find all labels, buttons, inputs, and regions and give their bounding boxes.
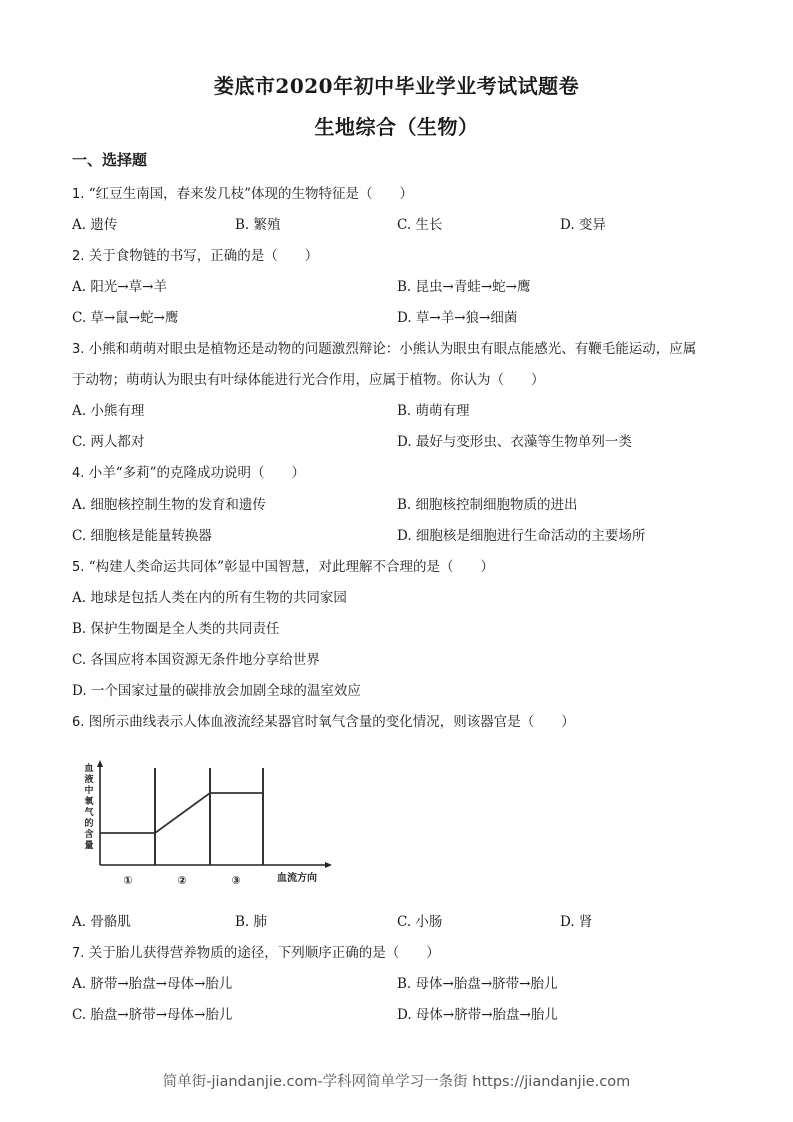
svg-text:血流方向: 血流方向 [277, 873, 317, 884]
exam-subtitle: 生地综合（生物） [314, 115, 479, 139]
question-5: 5. “构建人类命运共同体”彰显中国智慧，对此理解不合理的是（ ） [72, 559, 495, 575]
q5-option-c: C. 各国应将本国资源无条件地分享给世界 [72, 652, 320, 668]
question-6: 6. 图所示曲线表示人体血液流经某器官时氧气含量的变化情况，则该器官是（ ） [72, 714, 575, 730]
q4-option-a: A. 细胞核控制生物的发育和遗传 [72, 497, 266, 513]
svg-text:液: 液 [84, 775, 94, 785]
q4-option-c: C. 细胞核是能量转换器 [72, 528, 212, 544]
q3-option-c: C. 两人都对 [72, 434, 145, 450]
svg-text:的: 的 [84, 819, 94, 829]
svg-text:氧: 氧 [84, 797, 94, 807]
q1-option-c: C. 生长 [397, 217, 443, 233]
oxygen-content-figure [76, 760, 336, 890]
question-1: 1. “红豆生南国，春来发几枝”体现的生物特征是（ ） [72, 186, 414, 202]
q1-option-b: B. 繁殖 [235, 217, 281, 233]
q7-option-d: D. 母体→脐带→胎盘→胎儿 [397, 1007, 558, 1023]
q6-option-b: B. 肺 [235, 914, 268, 930]
section-heading: 一、选择题 [72, 151, 148, 169]
q5-option-b: B. 保护生物圈是全人类的共同责任 [72, 621, 280, 637]
q5-option-d: D. 一个国家过量的碳排放会加剧全球的温室效应 [72, 683, 361, 699]
q2-option-b: B. 昆虫→青蛙→蛇→鹰 [397, 279, 531, 295]
q3-option-d: D. 最好与变形虫、衣藻等生物单列一类 [397, 434, 632, 450]
exam-title: 娄底市2020年初中毕业学业考试试题卷 [213, 74, 580, 98]
question-4: 4. 小羊“多莉”的克隆成功说明（ ） [72, 465, 306, 481]
q1-option-d: D. 变异 [560, 217, 606, 233]
q7-option-b: B. 母体→胎盘→脐带→胎儿 [397, 976, 558, 992]
svg-text:量: 量 [84, 841, 94, 851]
q6-option-d: D. 肾 [560, 914, 593, 930]
page-footer-watermark: 简单街-jiandanjie.com-学科网简单学习一条街 https://jiandanjie.com [162, 1074, 631, 1090]
q2-option-a: A. 阳光→草→羊 [72, 279, 167, 295]
question-3-line-2: 于动物；萌萌认为眼虫有叶绿体能进行光合作用，应属于植物。你认为（ ） [72, 372, 545, 388]
q4-option-b: B. 细胞核控制细胞物质的进出 [397, 497, 578, 513]
q7-option-a: A. 脐带→胎盘→母体→胎儿 [72, 976, 233, 992]
question-3-line-1: 3. 小熊和萌萌对眼虫是植物还是动物的问题激烈辩论：小熊认为眼虫有眼点能感光、有鞭毛能运动，应属 [72, 341, 697, 357]
svg-text:③: ③ [231, 874, 241, 887]
svg-text:①: ① [123, 874, 133, 887]
question-2: 2. 关于食物链的书写，正确的是（ ） [72, 248, 319, 264]
svg-text:中: 中 [84, 786, 94, 796]
q4-option-d: D. 细胞核是细胞进行生命活动的主要场所 [397, 528, 646, 544]
q5-option-a: A. 地球是包括人类在内的所有生物的共同家园 [72, 590, 347, 606]
svg-text:气: 气 [84, 808, 94, 818]
question-7: 7. 关于胎儿获得营养物质的途径，下列顺序正确的是（ ） [72, 945, 440, 961]
q2-option-c: C. 草→鼠→蛇→鹰 [72, 310, 179, 326]
svg-text:血: 血 [84, 764, 94, 774]
q2-option-d: D. 草→羊→狼→细菌 [397, 310, 518, 326]
q6-option-c: C. 小肠 [397, 914, 443, 930]
q7-option-c: C. 胎盘→脐带→母体→胎儿 [72, 1007, 233, 1023]
q3-option-a: A. 小熊有理 [72, 403, 145, 419]
q1-option-a: A. 遗传 [72, 217, 118, 233]
svg-text:含: 含 [84, 830, 94, 840]
svg-text:②: ② [177, 874, 187, 887]
q6-option-a: A. 骨骼肌 [72, 914, 131, 930]
q3-option-b: B. 萌萌有理 [397, 403, 470, 419]
